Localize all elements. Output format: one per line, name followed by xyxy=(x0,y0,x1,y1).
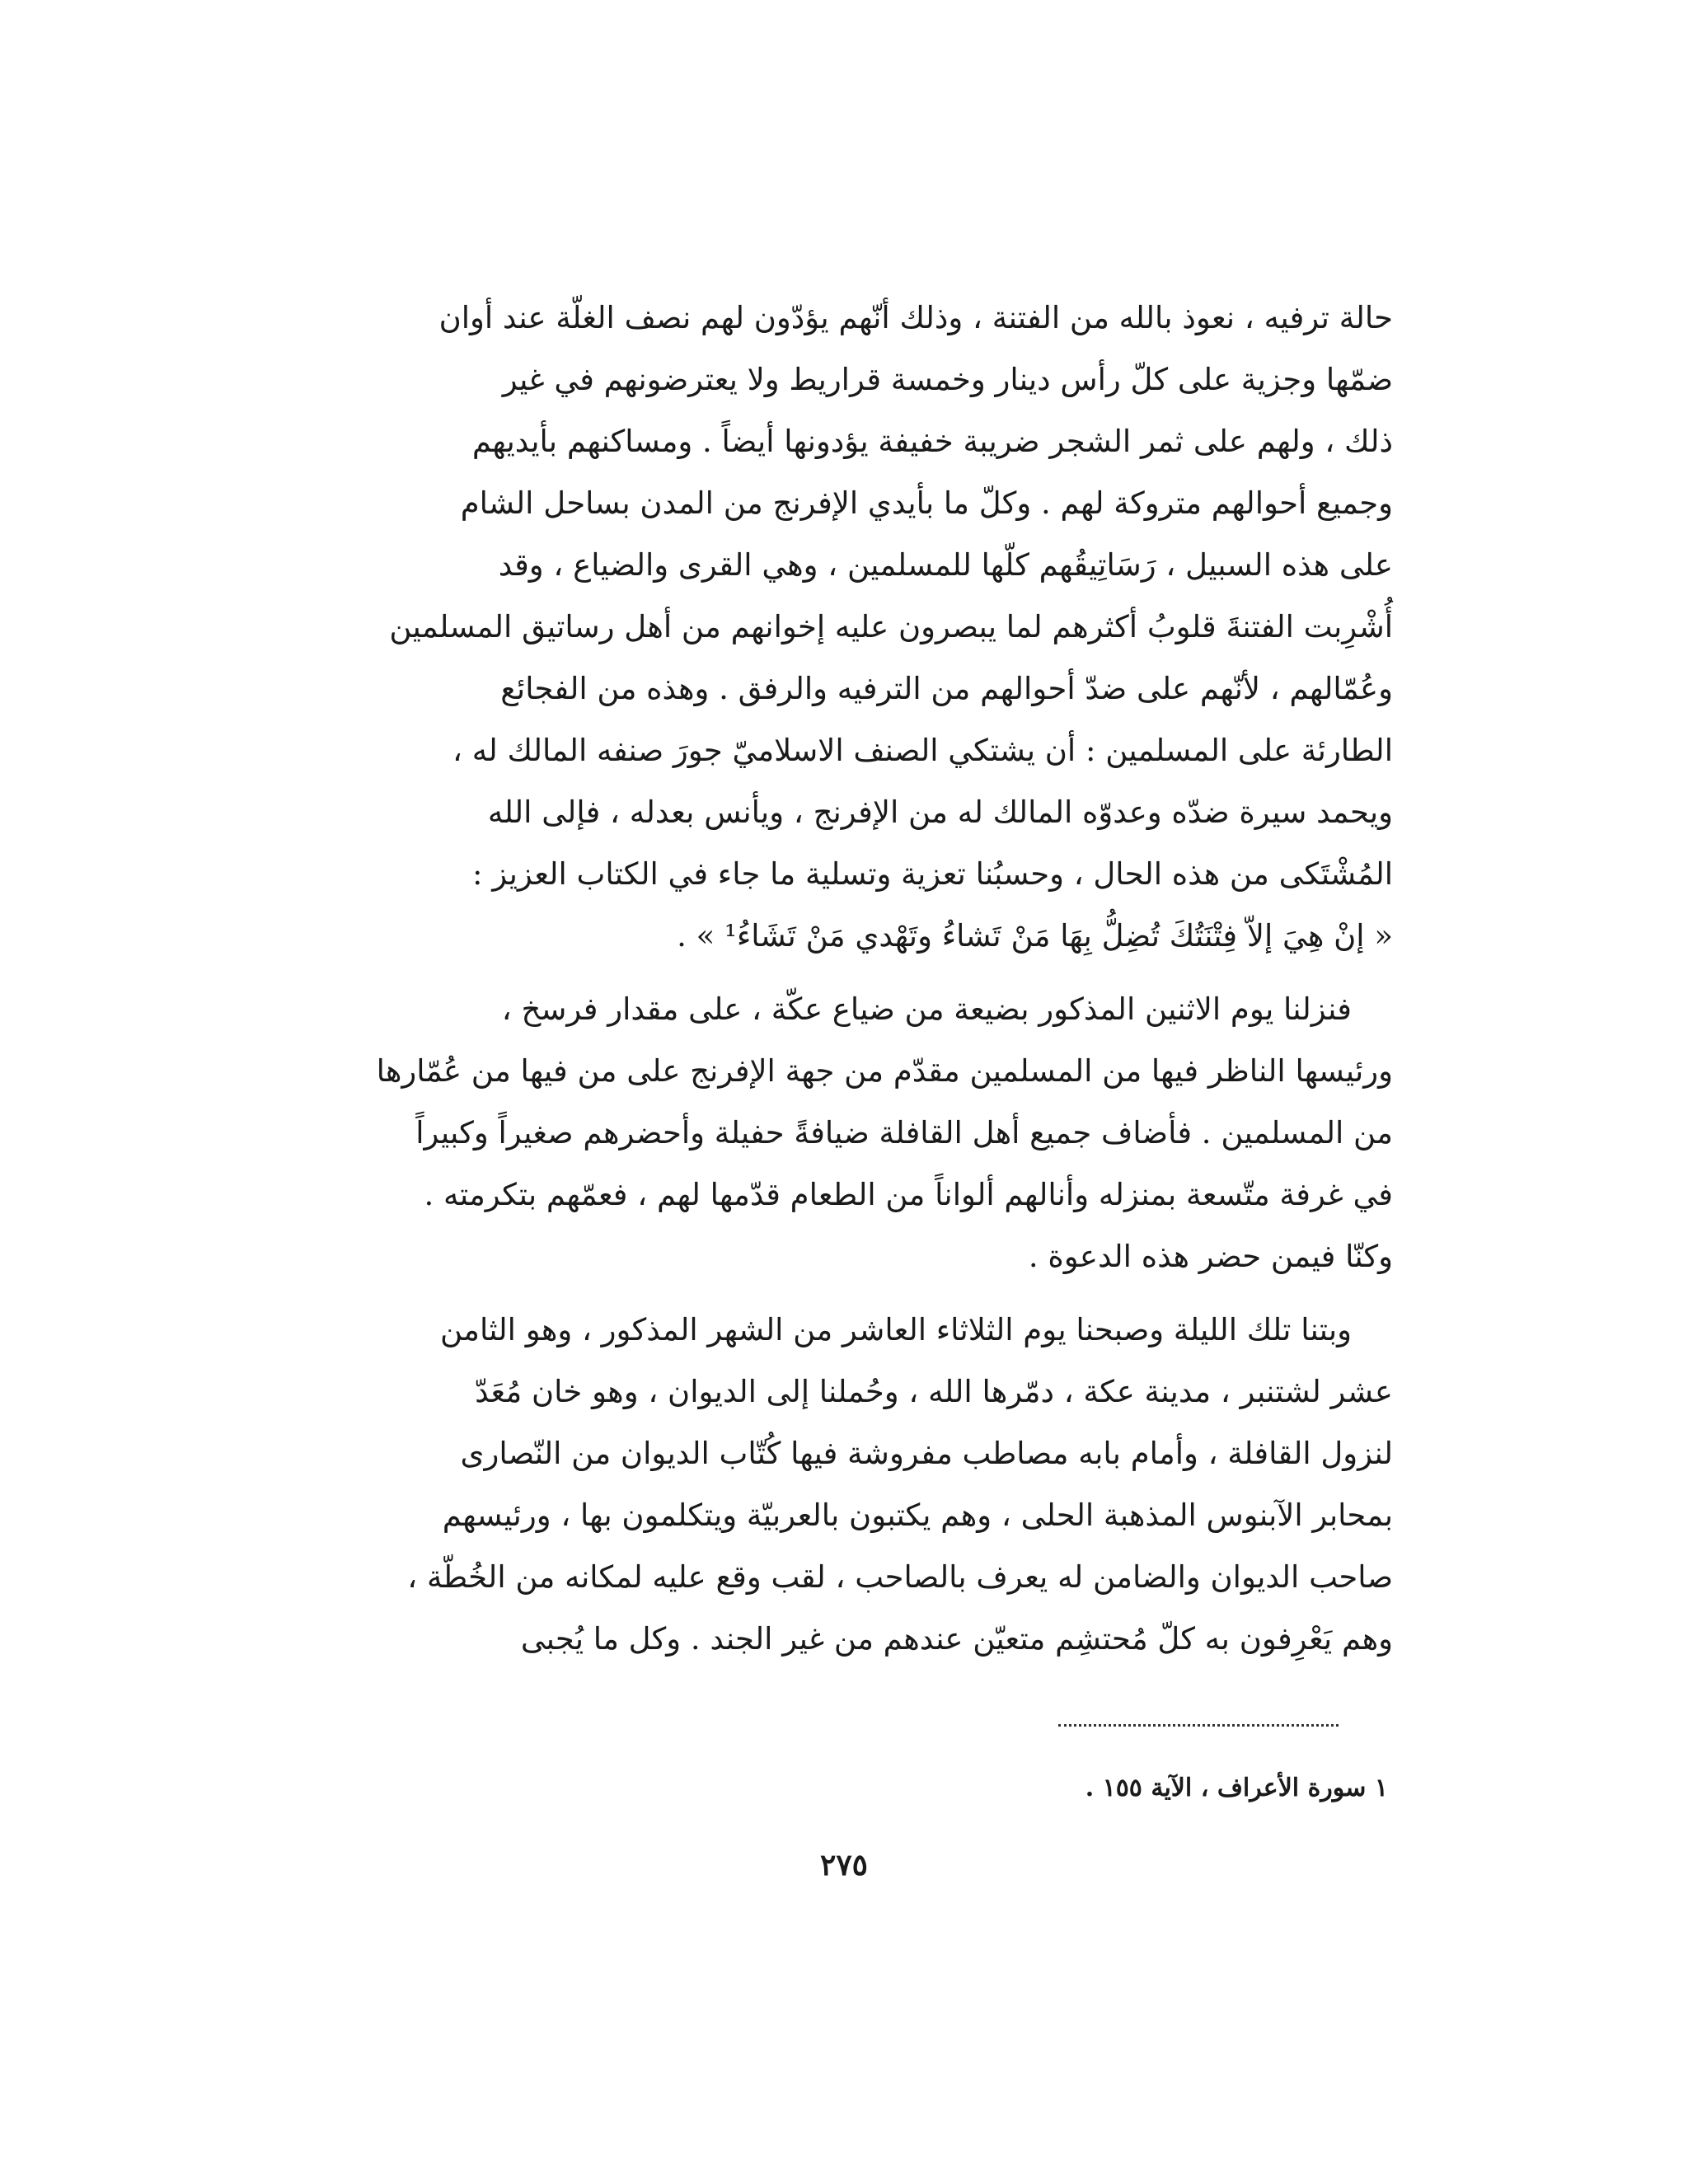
text-line: وبتنا تلك الليلة وصبحنا يوم الثلاثاء العاشر من الشهر المذكور ، وهو الثامن xyxy=(439,1312,1352,1347)
quran-quote-line: « إنْ هِيَ إلاّ فِتْنَتُكَ تُضِلُّ بِهَا مَنْ تَشاءُ وتَهْدي مَنْ تَشَاءُ¹ » . xyxy=(677,918,1393,954)
text-line: عشر لشتنبر ، مدينة عكة ، دمّرها الله ، وحُملنا إلى الديوان ، وهو خان مُعَدّ xyxy=(475,1374,1393,1409)
text-line: وكنّا فيمن حضر هذه الدعوة . xyxy=(1028,1239,1393,1274)
text-line: في غرفة متّسعة بمنزله وأنالهم ألواناً من الطعام قدّمها لهم ، فعمّهم بتكرمته . xyxy=(424,1177,1393,1212)
text-line: ضمّها وجزية على كلّ رأس دينار وخمسة قراريط ولا يعترضونهم في غير xyxy=(502,362,1393,397)
text-line: وعُمّالهم ، لأنّهم على ضدّ أحوالهم من الترفيه والرفق . وهذه من الفجائع xyxy=(500,671,1393,706)
text-line: ذلك ، ولهم على ثمر الشجر ضريبة خفيفة يؤدونها أيضاً . ومساكنهم بأيديهم xyxy=(471,424,1393,459)
text-line: على هذه السبيل ، رَسَاتِيقُهم كلّها للمسلمين ، وهي القرى والضياع ، وقد xyxy=(498,547,1393,583)
text-line: بمحابر الآبنوس المذهبة الحلى ، وهم يكتبون بالعربيّة ويتكلمون بها ، ورئيسهم xyxy=(442,1497,1393,1533)
text-line: من المسلمين . فأضاف جميع أهل القافلة ضيافةً حفيلة وأحضرهم صغيراً وكبيراً xyxy=(415,1115,1393,1151)
text-line: الطارئة على المسلمين : أن يشتكي الصنف الاسلاميّ جورَ صنفه المالك له ، xyxy=(452,733,1393,768)
text-line: فنزلنا يوم الاثنين المذكور بضيعة من ضياع عكّة ، على مقدار فرسخ ، xyxy=(501,991,1352,1027)
text-line: صاحب الديوان والضامن له يعرف بالصاحب ، لقب وقع عليه لمكانه من الخُطّة ، xyxy=(407,1559,1393,1595)
body-text xyxy=(297,287,1393,1670)
text-line: المُشْتَكى من هذه الحال ، وحسبُنا تعزية وتسلية ما جاء في الكتاب العزيز : xyxy=(471,856,1393,892)
text-line: وجميع أحوالهم متروكة لهم . وكلّ ما بأيدي الإفرنج من المدن بساحل الشام xyxy=(460,485,1393,521)
text-line: وهم يَعْرِفون به كلّ مُحتشِم متعيّن عندهم من غير الجند . وكل ما يُجبى xyxy=(520,1621,1393,1657)
text-line: لنزول القافلة ، وأمام بابه مصاطب مفروشة فيها كُتّاب الديوان من النّصارى xyxy=(460,1436,1393,1471)
footnote-divider xyxy=(1058,1724,1339,1727)
text-line: ورئيسها الناظر فيها من المسلمين مقدّم من جهة الإفرنج على من فيها من عُمّارها xyxy=(376,1053,1393,1089)
text-line: حالة ترفيه ، نعوذ بالله من الفتنة ، وذلك أنّهم يؤدّون لهم نصف الغلّة عند أوان xyxy=(438,300,1393,335)
text-line: أُشْرِبت الفتنةَ قلوبُ أكثرهم لما يبصرون عليه إخوانهم من أهل رساتيق المسلمين xyxy=(389,609,1393,644)
text-line: ويحمد سيرة ضدّه وعدوّه المالك له من الإفرنج ، ويأنس بعدله ، فإلى الله xyxy=(487,794,1393,830)
page-number: ٢٧٥ xyxy=(819,1848,868,1882)
footnote: ١ سورة الأعراف ، الآية ١٥٥ . xyxy=(1085,1774,1388,1802)
